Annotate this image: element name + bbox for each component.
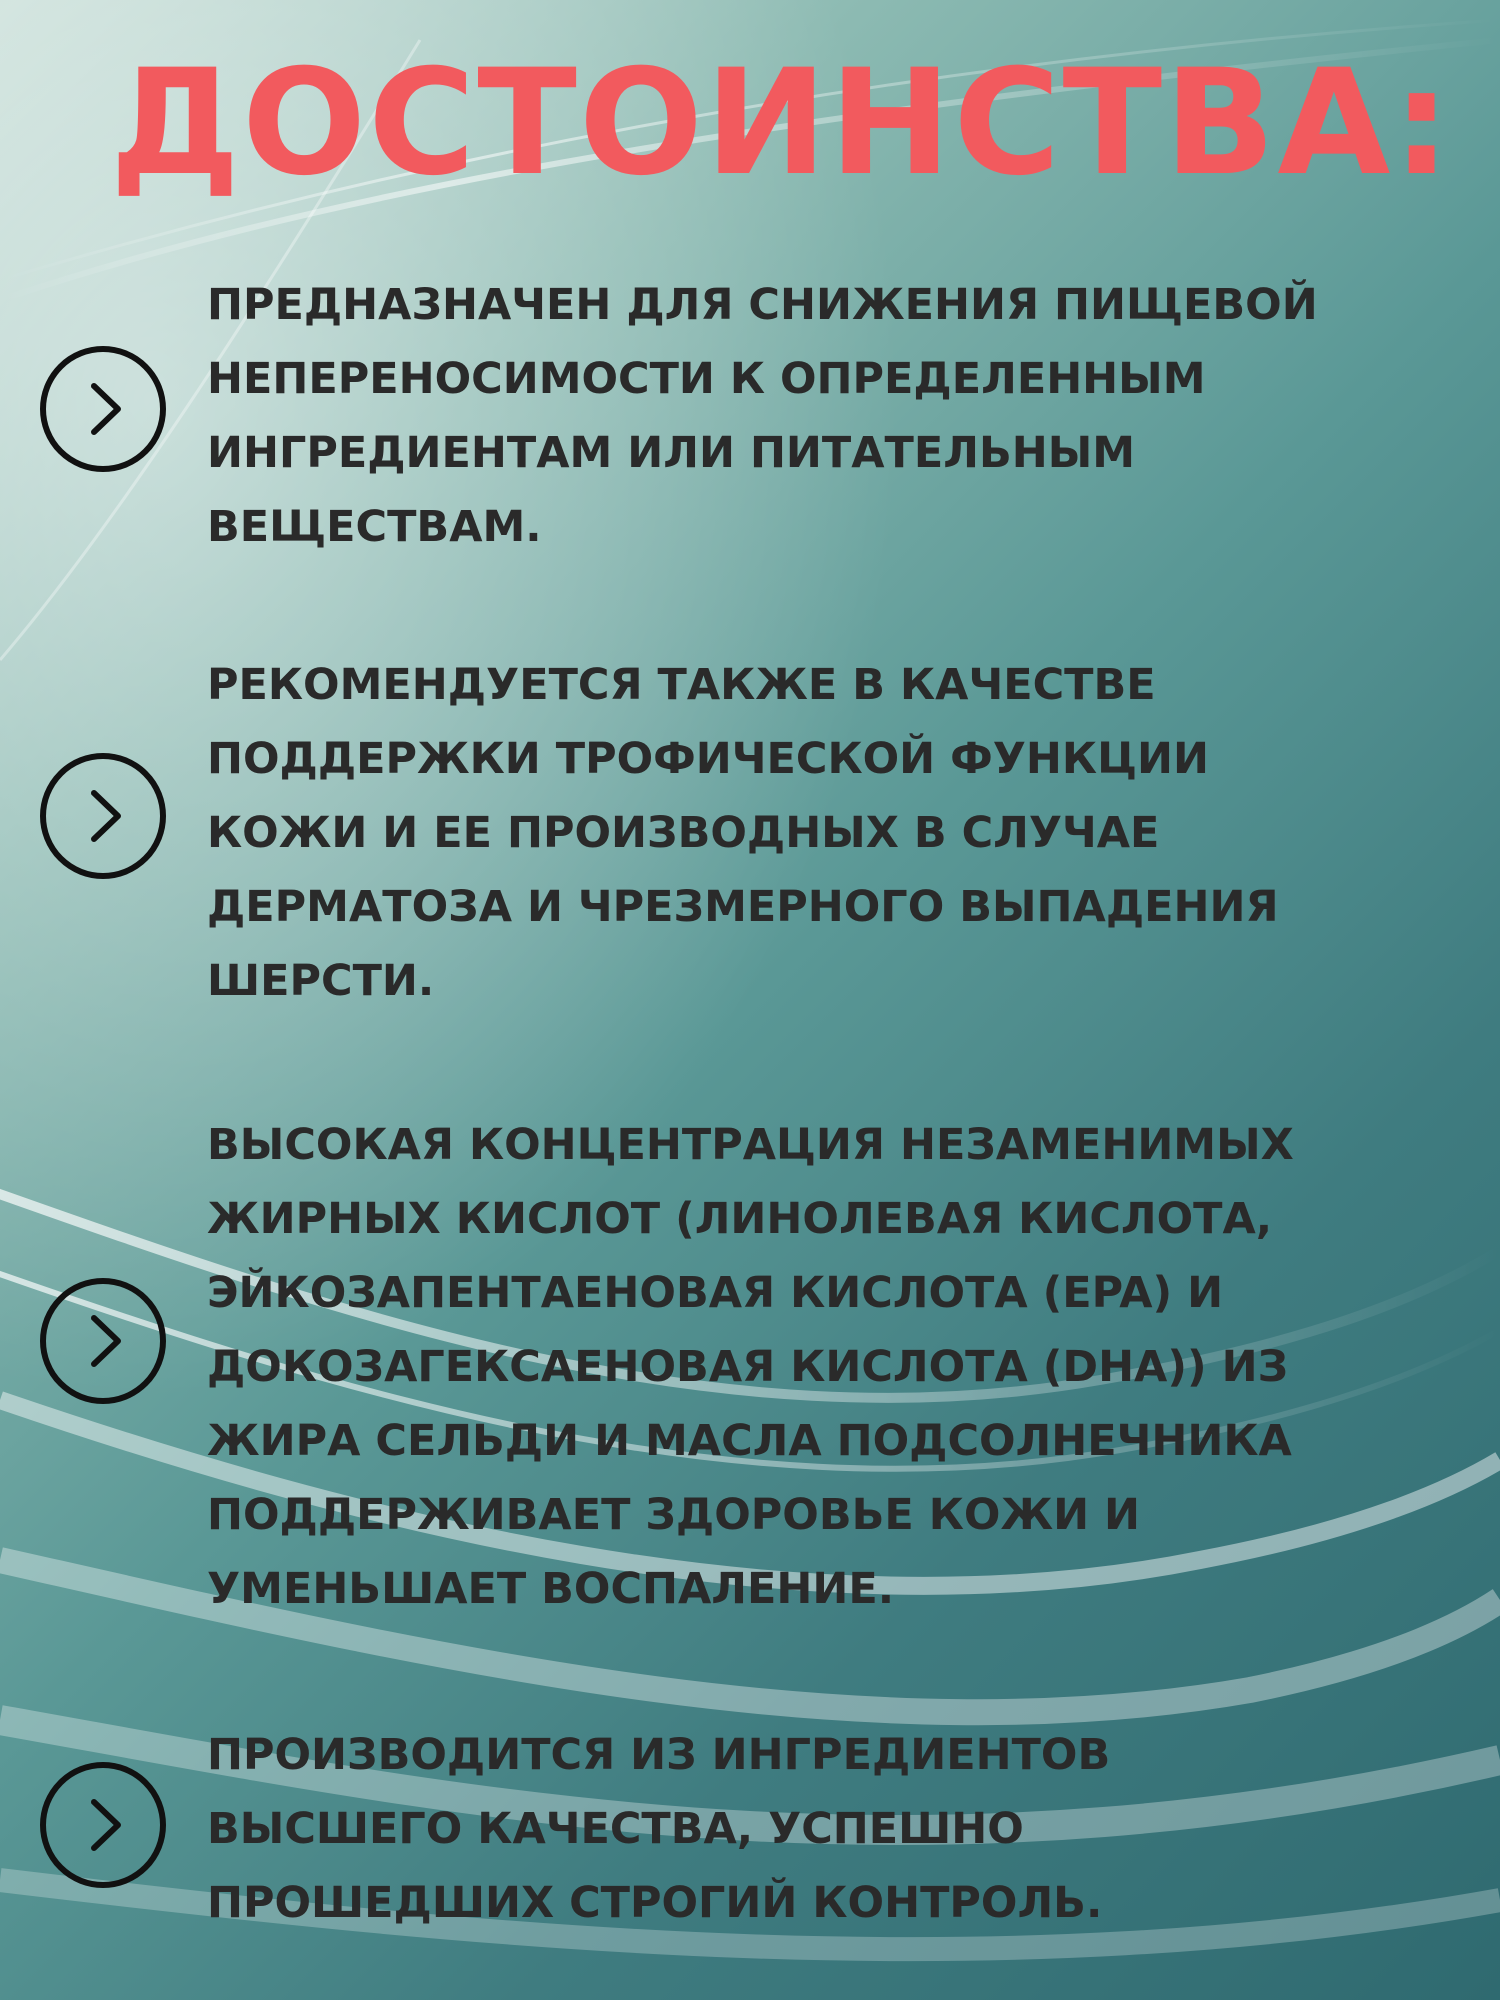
poster-title: ДОСТОИНСТВА: [110, 38, 1453, 208]
chevron-right-circle-icon [38, 1760, 168, 1890]
benefit-text: ПРЕДНАЗНАЧЕН ДЛЯ СНИЖЕНИЯ ПИЩЕВОЙ НЕПЕРЕНОСИМОСТИ К ОПРЕДЕЛЕННЫМ ИНГРЕДИЕНТАМ ИЛИ ПИТАТЕЛЬНЫМ ВЕЩЕСТВАМ. [207, 280, 1318, 552]
chevron-right-circle-icon [38, 751, 168, 881]
benefit-text: РЕКОМЕНДУЕТСЯ ТАКЖЕ В КАЧЕСТВЕ ПОДДЕРЖКИ ТРОФИЧЕСКОЙ ФУНКЦИИ КОЖИ И ЕЕ ПРОИЗВОДНЫХ В СЛУЧАЕ ДЕРМАТОЗА И ЧРЕЗМЕРНОГО ВЫПАДЕНИЯ ШЕРСТИ. [207, 660, 1279, 1006]
benefit-text: ВЫСОКАЯ КОНЦЕНТРАЦИЯ НЕЗАМЕНИМЫХ ЖИРНЫХ КИСЛОТ (ЛИНОЛЕВАЯ КИСЛОТА, ЭЙКОЗАПЕНТАЕНОВАЯ КИСЛОТА (EPA) И ДОКОЗАГЕКСАЕНОВАЯ КИСЛОТА (DHA)) ИЗ ЖИРА СЕЛЬДИ И МАСЛА ПОДСОЛНЕЧНИКА ПОДДЕРЖИВАЕТ ЗДОРОВЬЕ КОЖИ И УМЕНЬШАЕТ ВОСПАЛЕНИЕ. [207, 1120, 1294, 1614]
chevron-right-circle-icon [38, 1276, 168, 1406]
benefit-text: ПРОИЗВОДИТСЯ ИЗ ИНГРЕДИЕНТОВ ВЫСШЕГО КАЧЕСТВА, УСПЕШНО ПРОШЕДШИХ СТРОГИЙ КОНТРОЛЬ. [207, 1730, 1111, 1928]
chevron-right-circle-icon [38, 344, 168, 474]
